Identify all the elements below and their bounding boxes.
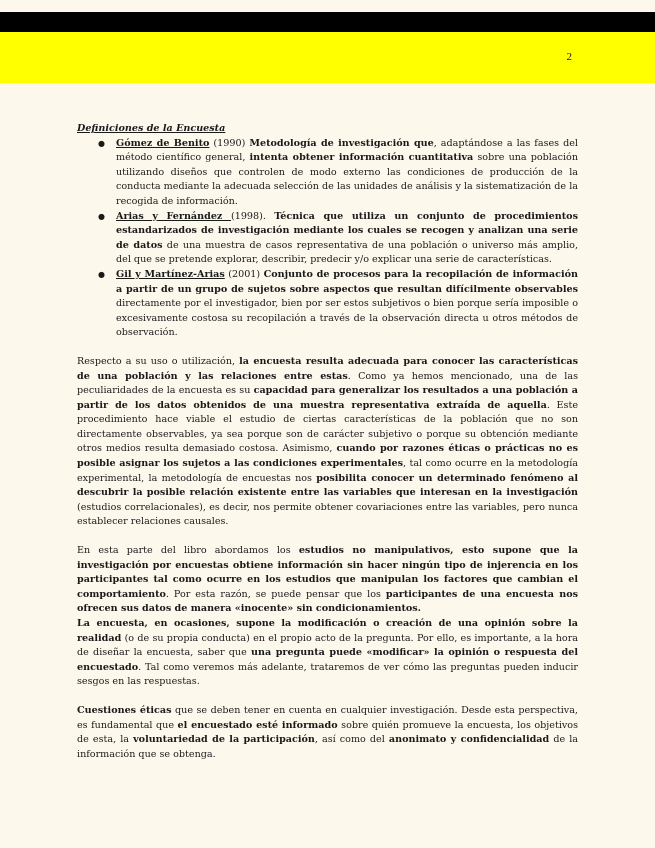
- bold-text: cuando por razones éticas o prácticas no es posible asignar los sujetos a las condiciones experimentales: [77, 443, 579, 470]
- text: directamente por el investigador, bien por ser estos subjetivos o bien porque sería imposible o excesivamente costosa su recopilación a través de la observación directa u otros métodos de observación.: [116, 298, 578, 339]
- bold-text: Conjunto de procesos para la recopilación de información a partir de un grupo de sujetos sobre aspectos que resultan difícilmente observables: [116, 268, 578, 295]
- text: (1998).: [230, 210, 275, 222]
- bold-text: capacidad para generalizar los resultados a una población a partir de los datos obtenidos de una muestra representativa extraída de aquella: [77, 385, 578, 411]
- text: , adaptándose a las fases del método científico general,: [116, 137, 579, 164]
- bold-text: intenta obtener información cuantitativa: [249, 152, 474, 164]
- text: (o de su propia conducta) en el propio acto de la pregunta. Por ello, es importante, a la hora de diseñar la encuesta, saber que: [77, 632, 578, 659]
- bold-text: la encuesta resulta adecuada para conocer las características de una población y las relaciones entre estas: [77, 355, 578, 382]
- paragraph-non-manipulative: [77, 544, 578, 617]
- bold-text: Cuestiones éticas: [77, 704, 172, 716]
- list-item: [116, 137, 578, 210]
- bold-text: participantes de una encuesta nos ofrecen sus datos de manera «inocente» sin condicionamientos.: [77, 588, 579, 615]
- section-title: Definiciones de la Encuesta: [77, 123, 226, 134]
- text: . Este procedimiento hace viable el estudio de ciertas características de la población que no son directamente observables, ya sea porque son de carácter subjetivo o porque su obtención mediante otros medios resulta demasiado costosa. Asimismo,: [77, 399, 579, 455]
- bold-text: La encuesta, en ocasiones, supone la modificación o creación de una opinión sobre la realidad: [77, 618, 578, 644]
- text: de la información que se obtenga.: [77, 734, 579, 760]
- paragraph-opinion: [77, 617, 578, 690]
- text: sobre quién promueve la encuesta, los objetivos de esta, la: [77, 719, 579, 746]
- header-yellow-band: [0, 32, 655, 83]
- bold-text: el encuestado esté informado: [177, 719, 338, 731]
- text: (estudios correlacionales), es decir, nos permite obtener covariaciones entre las variables, pero nunca establecer relaciones causales.: [77, 501, 578, 528]
- text: (2001): [224, 268, 264, 280]
- text: . Por esta razón, se puede pensar que los: [165, 588, 386, 600]
- list-item: [116, 268, 578, 341]
- text: (1990): [209, 137, 250, 149]
- bold-text: anonimato y confidencialidad: [388, 734, 550, 746]
- bold-text: una pregunta puede «modificar» la opinión o respuesta del encuestado: [77, 647, 578, 673]
- text: de una muestra de casos representativa de una población o universo más amplio, del que se pretende explorar, describir, predecir y/o explicar una serie de características.: [116, 239, 578, 266]
- author-name: Gil y Martínez-Arias: [116, 268, 225, 280]
- text: Respecto a su uso o utilización,: [77, 355, 240, 367]
- author-name: Gómez de Benito: [116, 137, 210, 149]
- paragraph-usage: [77, 355, 578, 530]
- text: En esta parte del libro abordamos los: [77, 545, 299, 557]
- bold-text: posibilita conocer un determinado fenómeno al descubrir la posible relación existente entre las variables que interesan en la investigación: [77, 472, 578, 499]
- text: . Tal como veremos más adelante, trataremos de ver cómo las preguntas pueden inducir sesgos en las respuestas.: [77, 661, 578, 688]
- bold-text: Técnica que utiliza un conjunto de procedimientos estandarizados de investigación mediante los cuales se recogen y analizan una serie de datos: [116, 210, 578, 251]
- bold-text: estudios no manipulativos, esto supone que la investigación por encuestas obtiene información sin hacer ningún tipo de injerencia en los participantes tal como ocurre en los estudios que manipulan los factores que cambian el comportamiento: [77, 545, 578, 600]
- page-number: 2: [566, 51, 572, 63]
- list-item: [116, 210, 578, 268]
- text: , tal como ocurre en la metodología experimental, la metodología de encuestas nos: [77, 458, 579, 484]
- document-body: [77, 122, 578, 762]
- text: sobre una población utilizando diseños que controlen de modo externo las condiciones de producción de la conducta mediante la adecuada selección de las unidades de análisis y la sistematización de la recogida de información.: [116, 152, 578, 207]
- bold-text: voluntariedad de la participación: [133, 734, 315, 746]
- paragraph-ethics: [77, 704, 578, 762]
- header-black-bar: [0, 12, 655, 32]
- author-name: Arias y Fernández: [116, 210, 231, 222]
- bold-text: Metodología de investigación que: [249, 137, 434, 149]
- text: . Como ya hemos mencionado, una de las peculiaridades de la encuesta es su: [77, 370, 579, 397]
- definitions-list: [77, 137, 578, 341]
- text: , así como del: [314, 734, 389, 746]
- text: que se deben tener en cuenta en cualquier investigación. Desde esta perspectiva, es fundamental que: [77, 704, 578, 731]
